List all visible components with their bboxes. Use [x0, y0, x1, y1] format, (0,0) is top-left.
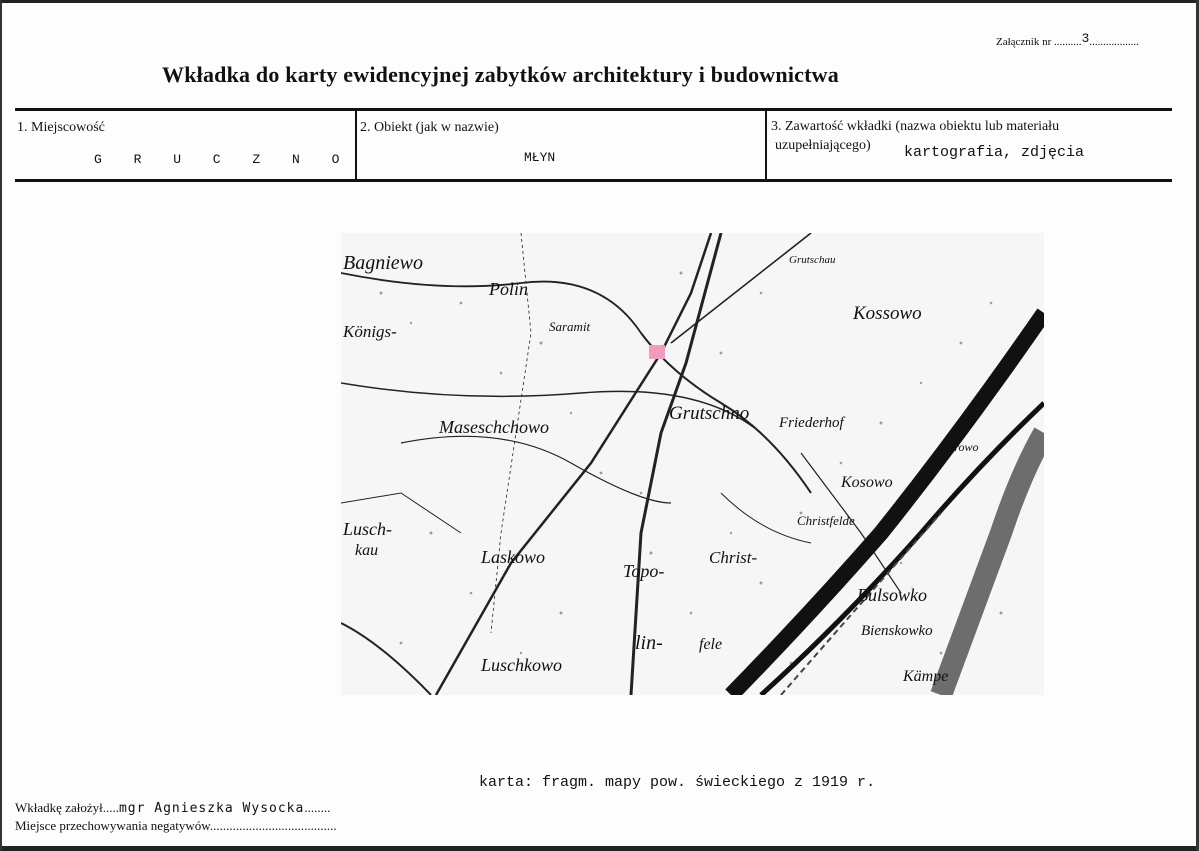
map-label-maseschchowo: Maseschchowo — [439, 417, 549, 437]
scan-edge-bottom — [0, 846, 1199, 851]
map-label-laskowo: Laskowo — [481, 547, 546, 567]
author-value: mgr Agnieszka Wysocka — [118, 801, 305, 816]
map-label-lin: lin- — [635, 632, 663, 654]
map-label-borowo: Borowo — [941, 440, 979, 454]
map-label-christ: Christ- — [709, 548, 758, 567]
map-label-kampe: Kämpe — [903, 668, 949, 685]
scan-edge-left — [0, 0, 2, 851]
page-title: Wkładka do karty ewidencyjnej zabytków architektury i budownictwa — [162, 62, 839, 87]
locality-label: 1. Miejscowość — [17, 120, 105, 135]
contents-value: kartografia, zdjęcia — [904, 144, 1085, 161]
negatives-label: Miejsce przechowywania negatywów — [15, 818, 210, 833]
map-label-konigs: Königs- — [343, 322, 397, 341]
object-label: 2. Obiekt (jak w nazwie) — [360, 120, 499, 135]
table-top-rule — [15, 108, 1172, 111]
map-label-luschkowo: Luschkowo — [481, 655, 562, 675]
annex-dots-after: .................. — [1089, 36, 1139, 48]
contents-label-line2: uzupełniającego) — [775, 138, 871, 153]
map-caption: karta: fragm. mapy pow. świeckiego z 1919 r. — [479, 774, 876, 791]
map-label-lusch: Lusch- — [343, 519, 392, 539]
annex-dots-before: .......... — [1054, 36, 1082, 48]
map-label-saramit: Saramit — [549, 319, 591, 334]
map-label-bienskowko: Bienskowko — [861, 623, 933, 639]
map-label-topo: Topo- — [623, 561, 665, 581]
author-line: Wkładkę założył.....mgr Agnieszka Wysocka........ — [15, 800, 331, 816]
map-label-kosowo: Kosowo — [841, 474, 893, 491]
map-label-bagniewo: Bagniewo — [343, 252, 423, 274]
map-label-grutschau: Grutschau — [789, 254, 836, 266]
map-label-friederhof: Friederhof — [779, 415, 844, 431]
author-label: Wkładkę założył — [15, 800, 103, 815]
map-label-polin: Polin — [489, 279, 528, 299]
table-divider-2 — [765, 110, 767, 181]
historical-map-fragment — [341, 233, 1044, 695]
annex-number — [996, 31, 1139, 49]
negatives-line — [15, 818, 337, 834]
mill-location-marker — [649, 345, 665, 359]
map-drawing — [341, 233, 1044, 695]
map-label-fele: fele — [699, 636, 723, 653]
table-bottom-rule — [15, 179, 1172, 182]
contents-label-line1: 3. Zawartość wkładki (nazwa obiektu lub materiału — [771, 119, 1060, 134]
annex-number-value: 3 — [1081, 31, 1090, 46]
object-value: MŁYN — [524, 150, 556, 165]
annex-label: Załącznik nr — [996, 36, 1052, 48]
negatives-dots: ....................................... — [209, 818, 337, 833]
map-label-bulsowko: Bulsowko — [857, 585, 927, 605]
locality-value: G R U C Z N O — [94, 152, 352, 167]
map-label-grutschno: Grutschno — [669, 403, 750, 424]
map-label-christfelde: Christfelde — [797, 513, 855, 528]
table-divider-1 — [355, 110, 357, 181]
scan-edge-top — [0, 0, 1199, 3]
map-label-kau: kau — [355, 542, 379, 559]
map-label-kossowo: Kossowo — [853, 303, 922, 324]
